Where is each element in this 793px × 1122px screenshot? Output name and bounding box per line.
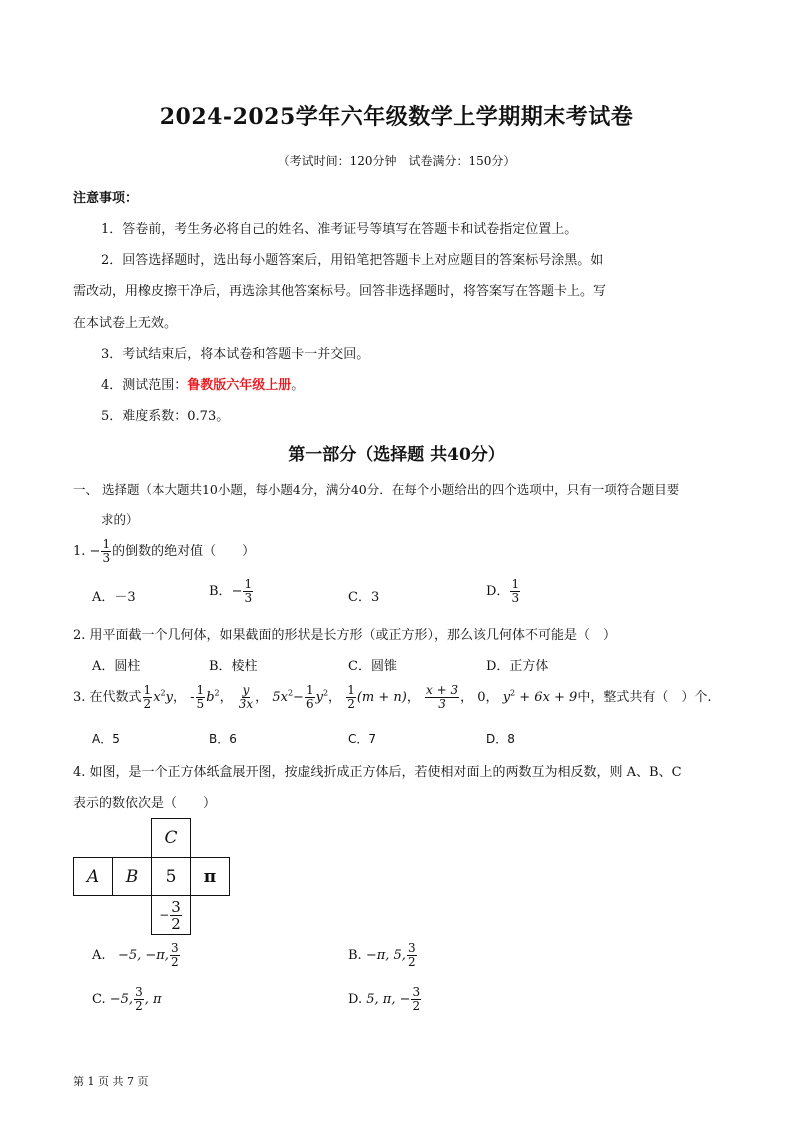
note-4-prefix: 4．测试范围： [101,378,188,393]
note-2-line-2: 需改动，用橡皮擦干净后，再选涂其他答案标号。回答非选择题时，将答案写在答题卡上。写 [73,284,607,299]
net-face-pi: π [190,857,230,896]
question-1 [73,538,255,565]
net-face-a: A [73,857,113,896]
q1-option-d: D． $\frac{1}{3}$ [486,577,520,605]
q1-option-b: B．− $\frac{1}{3}$ [209,577,253,605]
page-footer: 第 1 页 共 7 页 [73,1075,149,1088]
q1-minus: − [89,544,101,559]
question-2: 2. 用平面截一个几何体，如果截面的形状是长方形（或正方形），那么该几何体不可能是（ ） [73,628,617,643]
net-face-c: C [151,818,191,858]
q2-option-c: C．圆锥 [348,659,397,674]
note-3: 3．考试结束后，将本试卷和答题卡一并交回。 [101,347,370,362]
q2-option-a: A．圆柱 [92,659,141,674]
page-title: 2024-2025学年六年级数学上学期期末考试卷 [159,104,634,130]
q2-option-b: B．棱柱 [209,659,258,674]
section-instruction-line-1: 一、 选择题（本大题共10小题，每小题4分，满分40分．在每个小题给出的四个选项中，只有一项符合题目要 [73,482,680,497]
q1-text: 的倒数的绝对值（ ） [112,544,256,559]
test-scope: 鲁教版六年级上册 [187,378,292,393]
section-title: 第一部分（选择题 共40分） [288,445,505,465]
note-4-suffix: 。 [291,378,305,393]
note-1: 1．答卷前，考生务必将自己的姓名、准考证号等填写在答题卡和试卷指定位置上。 [101,222,578,237]
q3-option-c: C．7 [348,732,377,746]
notes-heading: 注意事项： [73,191,139,206]
question-3: 3. 在代数式 $\frac{1}{2}$ $x^2y$， - $\frac{1}{5}$ $b^2$， $\frac{y}{3x}$ ， $5x^2-$ $\frac{1}{6}$ $y^2$， $\frac{1}{2}$ (m + n)， $\frac{x + 3}{3}$ ， 0， $y^2 + 6x + 9$中，整式共有（ ）个. [73,683,712,711]
q2-option-d: D．正方体 [486,659,549,674]
q1-option-a: A．－3 [92,590,136,605]
question-4-line-2: 表示的数依次是（ ） [73,796,217,811]
q3-option-b: B．6 [209,732,237,746]
note-5: 5．难度系数：0.73。 [101,409,230,424]
note-2-line-3: 在本试卷上无效。 [73,316,178,331]
q1-number: 1. [73,544,86,559]
note-4 [101,374,304,393]
section-instruction-line-2: 求的） [101,512,139,527]
q1-fraction: $\frac{1}{3}$ [102,537,111,565]
net-face-neg-three-halves: − $\frac{3}{2}$ [151,895,191,935]
exam-info: （考试时间：120分钟 试卷满分：150分） [277,154,516,168]
q4-option-c: C. −5, $\frac{3}{2}$ , π [92,985,162,1013]
q4-option-d: D. 5, π, − $\frac{3}{2}$ [348,985,421,1013]
net-face-5: 5 [151,857,191,896]
q4-option-b: B. −π, 5, $\frac{3}{2}$ [348,941,416,969]
q4-option-a: A. −5, −π, $\frac{3}{2}$ [92,941,179,969]
net-face-b: B [112,857,152,896]
q3-option-a: A．5 [92,732,120,746]
question-4-line-1: 4. 如图，是一个正方体纸盒展开图，按虚线折成正方体后，若使相对面上的两数互为相反数，则 A、B、C [73,765,682,780]
note-2-line-1: 2．回答选择题时，选出每小题答案后，用铅笔把答题卡上对应题目的答案标号涂黑。如 [101,253,604,268]
q1-option-c: C．3 [348,590,380,605]
q3-option-d: D．8 [486,732,515,746]
